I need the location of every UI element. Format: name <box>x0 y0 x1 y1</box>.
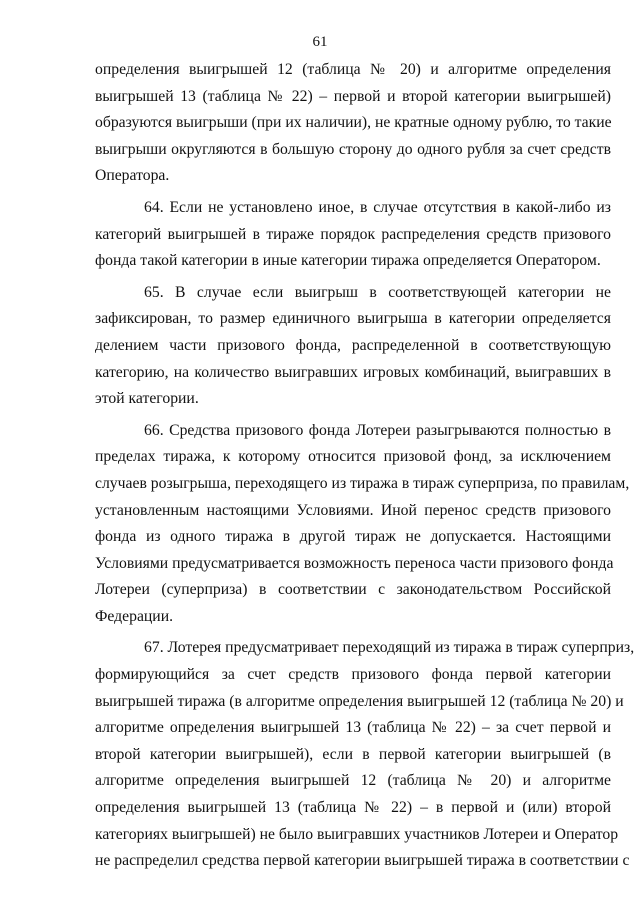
text-line: Лотереи (суперприза) в соответствии с законодательством Российской <box>95 581 611 599</box>
text-line: зафиксирован, то размер единичного выигрыша в категории определяется <box>95 310 611 328</box>
text-line: второй категории выигрышей), если в первой категории выигрышей (в <box>95 745 611 763</box>
text-line: делением части призового фонда, распределенной в соответствующую <box>95 336 611 354</box>
text-line: Условиями предусматривается возможность переноса части призового фонда <box>95 554 614 572</box>
text-line: выигрышей 13 (таблица № 22) – первой и второй категории выигрышей) <box>95 87 611 105</box>
text-line: фонда такой категории в иные категории тиража определяется Оператором. <box>95 252 601 270</box>
text-line: категорий выигрышей в тираже порядок распределения средств призового <box>95 225 611 243</box>
text-line: 66. Средства призового фонда Лотереи разыгрываются полностью в <box>144 421 611 439</box>
text-line: Федерации. <box>95 607 174 625</box>
text-line: определения выигрышей 12 (таблица № 20) и алгоритме определения <box>95 61 611 78</box>
text-line: формирующийся за счет средств призового фонда первой категории <box>95 666 611 684</box>
text-line: категориях выигрышей) не было выигравших участников Лотереи и Оператор <box>95 825 619 843</box>
text-line: алгоритме определения выигрышей 13 (таблица № 22) – за счет первой и <box>95 719 611 737</box>
text-line: выигрыши округляются в большую сторону до одного рубля за счет средств <box>95 140 611 158</box>
document-body <box>95 57 635 875</box>
text-line: категорию, на количество выигравших игровых комбинаций, выигравших в <box>95 363 611 381</box>
text-line: образуются выигрыши (при их наличии), не кратные одному рублю, то такие <box>95 114 612 132</box>
text-line: пределах тиража, к которому относится призовой фонд, за исключением <box>95 448 611 466</box>
text-line: случаев розыгрыша, переходящего из тиража в тираж суперприза, по правилам, <box>95 474 630 492</box>
text-line: 65. В случае если выигрыш в соответствующей категории не <box>144 283 611 301</box>
text-line: алгоритме определения выигрышей 12 (таблица № 20) и алгоритме <box>95 772 611 790</box>
text-line: выигрышей тиража (в алгоритме определения выигрышей 12 (таблица № 20) и <box>95 692 624 710</box>
text-line: 67. Лотерея предусматривает переходящий из тиража в тираж суперприз, <box>144 639 635 657</box>
text-line: фонда из одного тиража в другой тираж не допускается. Настоящими <box>95 528 611 546</box>
text-line: этой категории. <box>95 390 199 408</box>
text-line: установленным настоящими Условиями. Иной перенос средств призового <box>95 501 611 519</box>
text-line: Оператора. <box>95 167 170 185</box>
page-number: 61 <box>312 34 328 50</box>
text-line: определения выигрышей 13 (таблица № 22) – в первой и (или) второй <box>95 799 611 817</box>
text-line: не распределил средства первой категории выигрышей тиража в соответствии с <box>95 852 630 870</box>
text-line: 64. Если не установлено иное, в случае отсутствия в какой-либо из <box>144 198 611 216</box>
